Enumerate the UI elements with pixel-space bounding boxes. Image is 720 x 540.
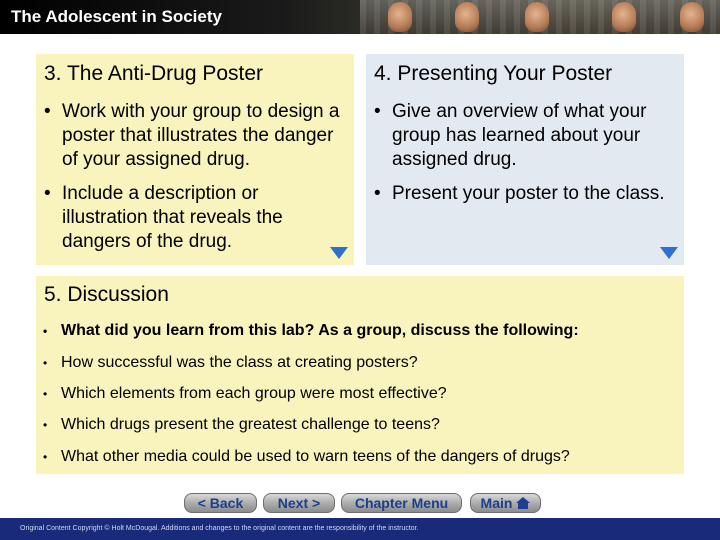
bullet-glyph: • [44,183,51,204]
list-item-text: Give an overview of what your group has learned about your assigned drug. [392,101,647,170]
list-item [36,353,676,373]
down-arrow-icon[interactable] [660,247,678,259]
list-item [36,415,676,435]
list-item-text: How successful was the class at creating posters? [61,354,418,371]
list-item [36,384,676,404]
footer-bar [0,518,720,540]
list-item [366,100,666,172]
chapter-menu-button-label: Chapter Menu [354,495,449,511]
header-banner [0,0,720,34]
list-item [36,321,676,341]
next-button-label: Next > [277,495,321,511]
header-face-image [612,2,636,32]
list-item [366,182,684,206]
list-item-text: Which elements from each group were most effective? [61,385,447,402]
panel-presenting-poster [366,54,684,265]
back-button-label: < Back [197,495,244,511]
panel-heading: 4. Presenting Your Poster [374,62,613,85]
bullet-glyph: • [43,418,48,432]
main-button[interactable] [470,493,541,513]
bullet-glyph: • [43,356,48,370]
list-item [36,447,676,467]
list-item [36,182,336,254]
panel-heading: 3. The Anti-Drug Poster [44,62,264,85]
next-button[interactable] [263,493,335,513]
copyright-text: Original Content Copyright © Holt McDougal. Additions and changes to the original content are the responsibility of the instructor. [20,525,419,532]
main-button-label: Main [480,495,513,511]
panel-anti-drug-poster [36,54,354,265]
list-item-text: Include a description or illustration that reveals the dangers of the drug. [62,183,283,252]
panel-heading: 5. Discussion [44,283,169,306]
bullet-glyph: • [43,387,48,401]
header-face-image [525,2,549,32]
bullet-glyph: • [44,101,51,122]
back-button[interactable] [184,493,257,513]
header-face-image [455,2,479,32]
list-item [36,100,348,172]
bullet-glyph: • [374,183,381,204]
header-face-image [680,2,704,32]
bullet-glyph: • [43,324,48,338]
list-item-text: Work with your group to design a poster that illustrates the danger of your assigned drug. [62,101,340,170]
bullet-glyph: • [374,101,381,122]
bullet-glyph: • [43,450,48,464]
panel-discussion [36,276,684,474]
header-face-image [388,2,412,32]
list-item-text: Which drugs present the greatest challenge to teens? [61,416,440,433]
down-arrow-icon[interactable] [330,247,348,259]
list-item-text: What other media could be used to warn teens of the dangers of drugs? [61,448,570,465]
chapter-menu-button[interactable] [341,493,462,513]
list-item-text: Present your poster to the class. [392,183,665,204]
list-item-text: What did you learn from this lab? As a group, discuss the following: [61,322,579,339]
home-icon [516,497,530,509]
page-title: The Adolescent in Society [11,7,222,26]
